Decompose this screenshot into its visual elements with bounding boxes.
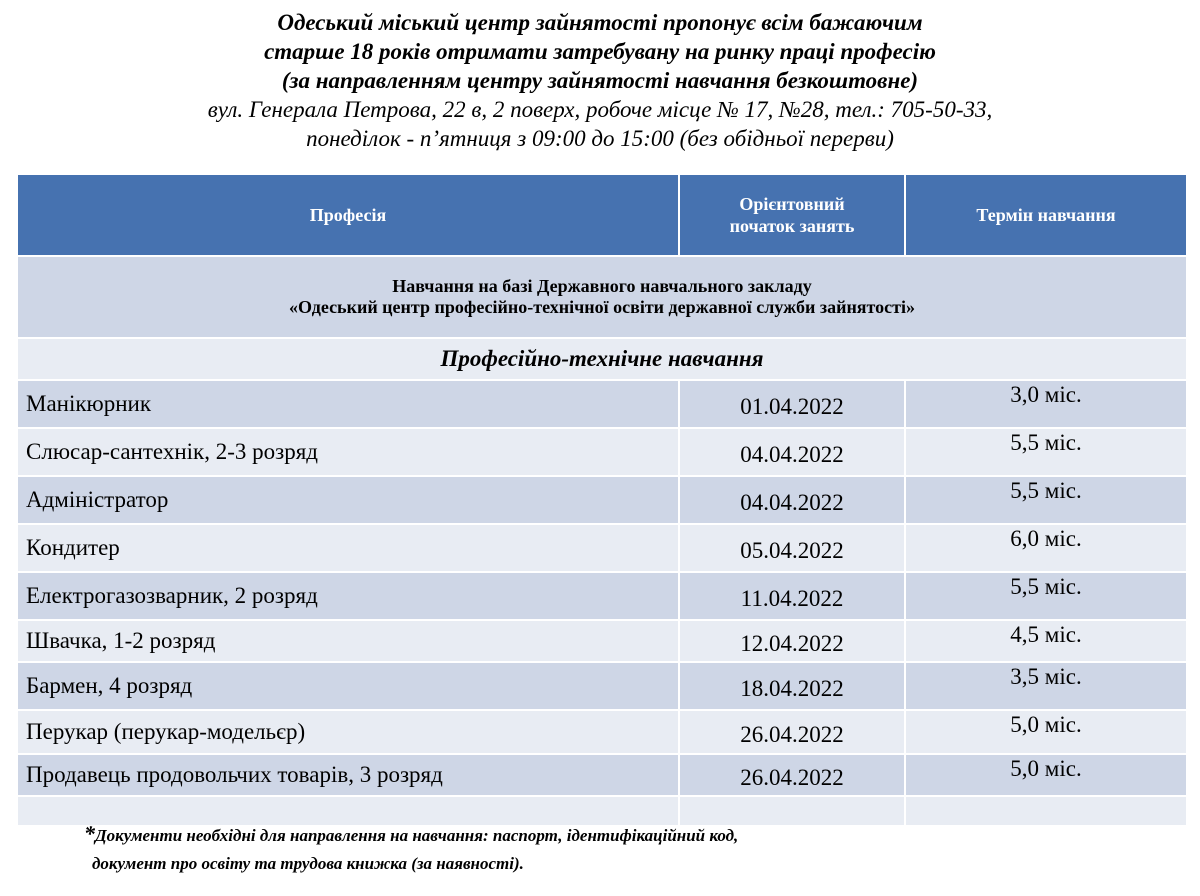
table-row — [17, 710, 1187, 754]
institution-cell — [17, 256, 1187, 338]
row-profession: Електрогазозварник, 2 розряд — [17, 572, 679, 620]
row-start-date: 04.04.2022 — [679, 476, 905, 524]
row-profession: Перукар (перукар-модельєр) — [17, 710, 679, 754]
row-term: 3,0 міс. — [905, 380, 1187, 428]
row-profession: Продавець продовольчих товарів, 3 розряд — [17, 754, 679, 796]
row-profession: Бармен, 4 розряд — [17, 662, 679, 710]
row-profession: Швачка, 1-2 розряд — [17, 620, 679, 662]
header-title-line-3: (за направленням центру зайнятості навчання безкоштовне) — [281, 68, 919, 93]
col-header-start-line-2: початок занять — [729, 216, 855, 236]
table-row — [17, 380, 1187, 428]
row-term: 5,5 міс. — [905, 476, 1187, 524]
row-term: 3,5 міс. — [905, 662, 1187, 710]
footnote-line-2: документ про освіту та трудова книжка (за наявності). — [92, 854, 524, 873]
table-row — [17, 428, 1187, 476]
header-title-line-1: Одеський міський центр зайнятості пропонує всім бажаючим — [277, 10, 923, 35]
row-term: 5,5 міс. — [905, 428, 1187, 476]
row-term: 5,0 міс. — [905, 710, 1187, 754]
section-title: Професійно-технічне навчання — [17, 338, 1187, 380]
footnote-star: * — [84, 821, 95, 846]
footnote-text-1: Документи необхідні для направлення на навчання: паспорт, ідентифікаційний код, — [95, 826, 739, 845]
institution-row — [17, 256, 1187, 338]
header-address: вул. Генерала Петрова, 22 в, 2 поверх, робоче місце № 17, №28, тел.: 705-50-33, — [207, 97, 993, 122]
header-hours: понеділок - п’ятниця з 09:00 до 15:00 (без обідньої перерви) — [306, 126, 894, 151]
row-start-date: 12.04.2022 — [679, 620, 905, 662]
row-profession: Кондитер — [17, 524, 679, 572]
row-start-date: 18.04.2022 — [679, 662, 905, 710]
row-term: 6,0 міс. — [905, 524, 1187, 572]
row-start-date: 04.04.2022 — [679, 428, 905, 476]
row-profession: Манікюрник — [17, 380, 679, 428]
table-row — [17, 524, 1187, 572]
row-start-date: 01.04.2022 — [679, 380, 905, 428]
col-header-profession: Професія — [17, 174, 679, 256]
table-row — [17, 476, 1187, 524]
col-header-term: Термін навчання — [905, 174, 1187, 256]
table-row — [17, 620, 1187, 662]
row-term: 5,5 міс. — [905, 572, 1187, 620]
row-start-date: 26.04.2022 — [679, 754, 905, 796]
row-start-date: 26.04.2022 — [679, 710, 905, 754]
row-start-date: 11.04.2022 — [679, 572, 905, 620]
institution-line-2: «Одеський центр професійно-технічної освіти державної служби зайнятості» — [288, 297, 915, 317]
row-term: 5,0 міс. — [905, 754, 1187, 796]
footnote — [84, 822, 738, 878]
footnote-line-1 — [84, 822, 738, 850]
row-profession: Адміністратор — [17, 476, 679, 524]
header-title-line-2: старше 18 років отримати затребувану на ринку праці професію — [264, 39, 936, 64]
professions-table — [16, 173, 1188, 827]
row-profession: Слюсар-сантехнік, 2-3 розряд — [17, 428, 679, 476]
section-row — [17, 338, 1187, 380]
page-header — [0, 8, 1200, 153]
row-term: 4,5 міс. — [905, 620, 1187, 662]
table-row — [17, 662, 1187, 710]
col-header-start — [679, 174, 905, 256]
table-row — [17, 572, 1187, 620]
table-header-row — [17, 174, 1187, 256]
col-header-start-line-1: Орієнтовний — [739, 194, 845, 214]
institution-line-1: Навчання на базі Державного навчального закладу — [392, 276, 812, 296]
empty-cell — [905, 796, 1187, 826]
table-row — [17, 754, 1187, 796]
row-start-date: 05.04.2022 — [679, 524, 905, 572]
